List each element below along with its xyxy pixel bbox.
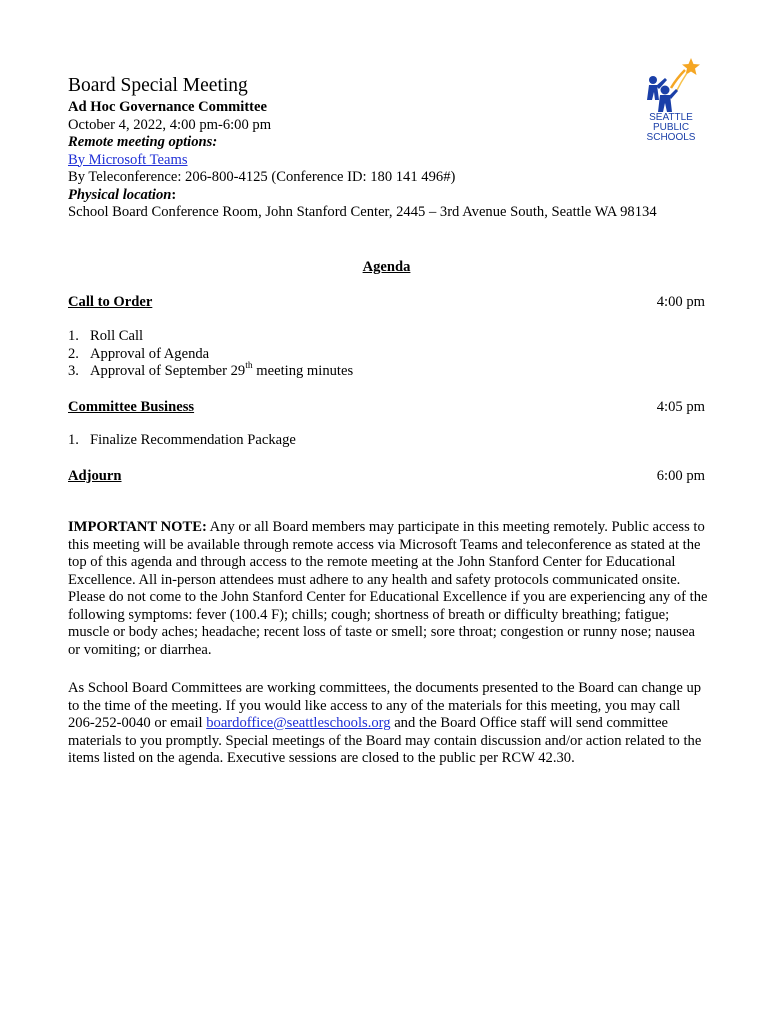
physical-location-label: Physical location xyxy=(68,186,172,203)
committee-business-list xyxy=(68,432,296,450)
committees-text-before: As School Board Committees are working committees, the documents presented to the Board can change up to the time of the meeting. If you would like access to any of the materials for this meeting, you may call 206-252-0040 or email xyxy=(68,680,702,731)
microsoft-teams-link[interactable]: By Microsoft Teams xyxy=(68,151,188,168)
page-title: Board Special Meeting xyxy=(68,75,248,96)
board-office-email-link[interactable]: boardoffice@seattleschools.org xyxy=(206,715,391,731)
meeting-date-time: October 4, 2022, 4:00 pm-6:00 pm xyxy=(68,116,272,133)
seattle-public-schools-logo xyxy=(641,56,701,148)
ordinal-suffix: th xyxy=(245,361,253,372)
physical-location-label-line xyxy=(68,187,628,205)
list-item-number: 1. xyxy=(68,432,79,448)
meeting-header xyxy=(68,75,657,222)
important-note-paragraph xyxy=(68,519,708,659)
list-item xyxy=(68,363,353,381)
section-committee-business xyxy=(68,399,705,417)
list-item-number: 1. xyxy=(68,328,79,344)
physical-location-colon: : xyxy=(171,186,177,203)
remote-options-label: Remote meeting options: xyxy=(68,134,218,150)
teleconference-info: By Teleconference: 206-800-4125 (Conference ID: 180 141 496#) xyxy=(68,169,456,185)
list-item xyxy=(68,328,353,346)
section-time-adjourn: 6:00 pm xyxy=(656,468,705,484)
list-item-number: 2. xyxy=(68,345,79,362)
list-item xyxy=(68,432,296,450)
important-note-label: IMPORTANT NOTE: xyxy=(68,519,207,535)
logo-text-public: PUBLIC xyxy=(652,122,690,133)
logo-text-seattle: SEATTLE xyxy=(649,112,693,123)
agenda-heading: Agenda xyxy=(362,259,411,275)
section-title-committee-business: Committee Business xyxy=(68,399,195,415)
section-title-adjourn: Adjourn xyxy=(68,468,122,484)
section-title-call-to-order: Call to Order xyxy=(68,294,153,310)
document-page xyxy=(68,0,708,1024)
logo-text-schools: SCHOOLS xyxy=(646,132,696,143)
committee-name: Ad Hoc Governance Committee xyxy=(68,99,267,115)
list-item xyxy=(68,346,353,364)
list-item-text-before: Approval of September 29 xyxy=(90,363,246,379)
star-icon xyxy=(682,58,700,75)
list-item-text: Finalize Recommendation Package xyxy=(90,432,296,448)
committees-text-after: and the Board Office staff will send committee materials to you promptly. Special meetings of the Board may contain discussion and/or action related to the items listed on the agenda. Executive sessions are closed to the public per RCW 42.30. xyxy=(68,715,702,766)
logo-graphic xyxy=(641,56,701,148)
list-item-number: 3. xyxy=(68,363,79,379)
section-time-committee-business: 4:05 pm xyxy=(656,399,705,415)
call-to-order-list xyxy=(68,328,353,381)
list-item-text: Roll Call xyxy=(90,328,144,344)
section-time-call-to-order: 4:00 pm xyxy=(656,294,705,310)
list-item-text xyxy=(90,363,353,381)
committees-paragraph xyxy=(68,680,708,768)
list-item-text-after: meeting minutes xyxy=(252,363,354,379)
physical-address: School Board Conference Room, John Stanford Center, 2445 – 3rd Avenue South, Seattle WA 98134 xyxy=(68,204,657,220)
important-note-text: Any or all Board members may participate in this meeting remotely. Public access to this meeting will be available through remote access via Microsoft Teams and teleconference as stated at the top of this agenda and through access to the remote meeting at the John Stanford Center for Educational Excellence. All in-person attendees must adhere to any health and safety protocols communicated onsite. Please do not come to the John Stanford Center for Educational Excellence if you are experiencing any of the following symptoms: fever (100.4 F); chills; cough; shortness of breath or difficulty breathing; fatigue; muscle or body aches; headache; recent loss of taste or smell; sore throat; congestion or runny nose; nausea or vomiting; or diarrhea. xyxy=(68,519,708,658)
section-adjourn xyxy=(68,468,705,486)
list-item-text: Approval of Agenda xyxy=(90,345,210,362)
section-call-to-order xyxy=(68,294,705,312)
